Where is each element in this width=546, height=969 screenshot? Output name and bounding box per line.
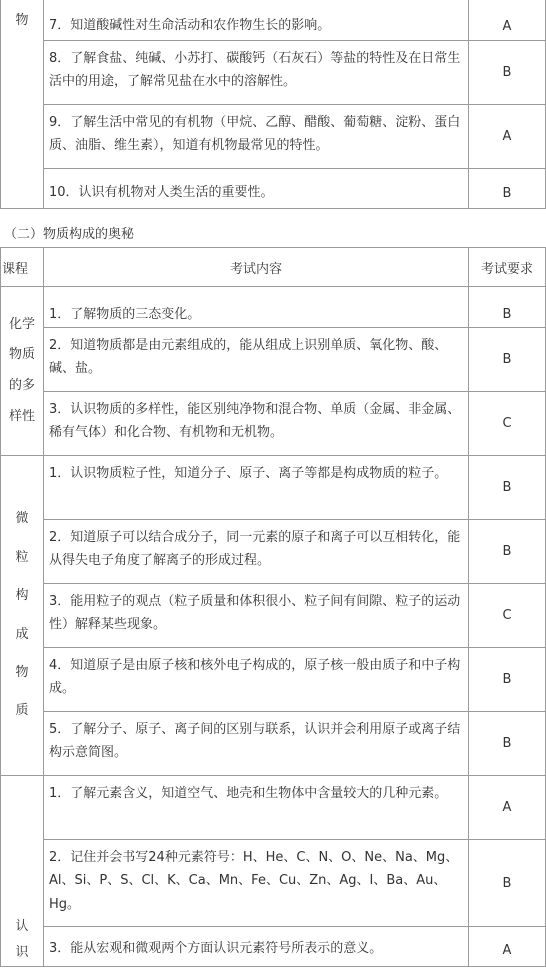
table-row [1,105,546,169]
category-label: 微 [15,511,29,527]
content-text: 3．能从宏观和微观两个方面认识元素符号所表示的意义。 [49,941,383,956]
content-cell [44,520,469,584]
content-cell [44,712,469,776]
table-row [1,287,546,328]
requirement-value: B [502,186,512,201]
content-text: 3．认识物质的多样性，能区别纯净物和混合物、单质（金属、非金属、稀有气体）和化合物、有机物和无机物。 [49,402,461,441]
requirement-cell [469,776,546,840]
content-cell [44,456,469,520]
header-requirement [469,248,546,287]
category-label: 物 [15,664,29,680]
requirement-cell [469,392,546,456]
table-row [1,648,546,712]
table-row [1,456,546,520]
requirement-value: B [502,672,512,687]
requirement-value: A [502,129,512,144]
content-cell [44,328,469,392]
requirement-value: B [502,480,512,495]
requirement-cell [469,520,546,584]
table-row [1,0,546,41]
table-row [1,520,546,584]
requirement-value: B [502,352,512,367]
table-section-1-continued [0,0,546,209]
requirement-value: B [502,306,512,322]
header-label: 考试要求 [480,261,533,277]
content-text: 7．知道酸碱性对生命活动和农作物生长的影响。 [49,18,331,33]
category-label: 构 [15,588,29,604]
requirement-cell [469,648,546,712]
category-label: 质 [15,703,29,719]
content-cell [44,105,469,169]
table-row [1,328,546,392]
content-text: 8．了解食盐、纯碱、小苏打、碳酸钙（石灰石）等盐的特性及在日常生活中的用途，了解常见盐在水中的溶解性。 [49,51,461,90]
content-cell [44,392,469,456]
content-cell [44,648,469,712]
content-text: 9．了解生活中常见的有机物（甲烷、乙醇、醋酸、葡萄糖、淀粉、蛋白质、油脂、维生素），知道有机物最常见的特性。 [49,115,461,154]
category-label: 的多 [8,378,35,393]
requirement-cell [469,456,546,520]
table-row [1,927,546,967]
table-row [1,584,546,648]
content-cell [44,287,469,328]
table-row [1,169,546,209]
requirement-cell [469,584,546,648]
header-label: 课程 [2,261,29,277]
category-label: 物 [15,13,29,28]
requirement-value: B [502,875,512,891]
content-cell [44,776,469,840]
content-cell [44,0,469,41]
category-label: 化学 [8,316,35,332]
section-heading: （二）物质构成的奥秘 [4,227,135,242]
content-cell [44,169,469,209]
requirement-value: A [502,18,512,34]
table-row [1,776,546,840]
requirement-value: C [502,416,512,431]
table-row [1,392,546,456]
requirement-cell [469,712,546,776]
table-row [1,840,546,927]
content-cell [44,840,469,927]
header-content [44,248,469,287]
category-label: 成 [15,626,29,642]
content-cell [44,41,469,105]
content-cell [44,927,469,967]
requirement-value: A [502,800,512,815]
content-text: 1．认识物质粒子性，知道分子、原子、离子等都是构成物质的粒子。 [49,466,448,481]
content-text: 2．知道原子可以结合成分子，同一元素的原子和离子可以互相转化，能从得失电子角度了解离子的形成过程。 [49,530,461,569]
table-row [1,712,546,776]
requirement-value: B [502,544,512,559]
requirement-value: B [502,65,512,80]
content-text: 1．了解元素含义，知道空气、地壳和生物体中含量较大的几种元素。 [49,786,448,801]
requirement-cell [469,287,546,328]
category-label: 样性 [8,408,35,424]
requirement-cell [469,328,546,392]
category-cell [1,0,44,209]
requirement-cell [469,41,546,105]
category-cell [1,456,44,776]
content-text: 2．记住并会书写24种元素符号：H、He、C、N、O、Ne、Na、Mg、Al、Si、P、S、Cl、K、Ca、Mn、Fe、Cu、Zn、Ag、I、Ba、Au、Hg。 [49,850,459,912]
header-course [1,248,44,287]
category-cell [1,776,44,967]
content-cell [44,584,469,648]
requirement-cell [469,840,546,927]
requirement-cell [469,105,546,169]
content-text: 2．知道物质都是由元素组成的，能从组成上识别单质、氧化物、酸、碱、盐。 [49,338,448,377]
content-text: 10．认识有机物对人类生活的重要性。 [49,185,274,200]
category-label: 识 [15,945,29,960]
content-text: 5．了解分子、原子、离子间的区别与联系，认识并会利用原子或离子结构示意简图。 [49,722,461,761]
category-label: 认 [15,919,29,934]
table-row [1,41,546,105]
requirement-value: C [502,608,512,623]
requirement-cell [469,927,546,967]
category-label: 物质 [8,347,35,363]
requirement-value: B [502,736,512,751]
requirement-cell [469,0,546,41]
content-text: 1．了解物质的三态变化。 [49,307,201,322]
table-section-2 [0,247,546,967]
requirement-value: A [502,943,512,958]
category-label: 粒 [15,549,29,565]
header-label: 考试内容 [229,261,282,277]
table-header-row [1,248,546,287]
category-cell [1,287,44,456]
content-text: 4．知道原子是由原子核和核外电子构成的，原子核一般由质子和中子构成。 [49,658,461,697]
content-text: 3．能用粒子的观点（粒子质量和体积很小、粒子间有间隙、粒子的运动性）解释某些现象。 [49,594,461,633]
requirement-cell [469,169,546,209]
